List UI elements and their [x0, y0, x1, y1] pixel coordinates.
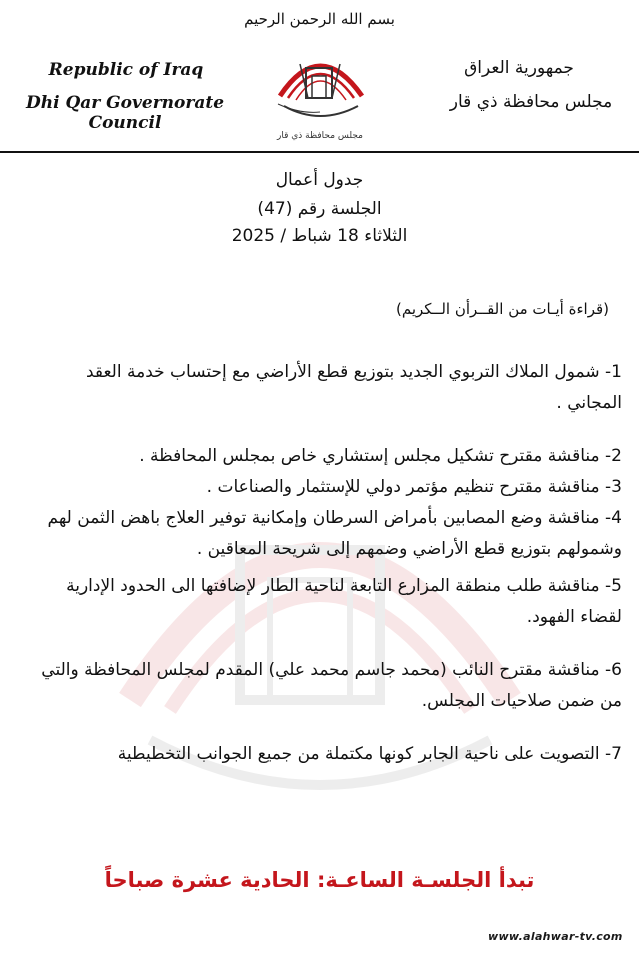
agenda-item: 7- التصويت على ناحية الجابر كونها مكتملة من جميع الجوانب التخطيطية: [117, 744, 622, 764]
ar-council-title: مجلس محافظة ذي قار: [449, 92, 613, 112]
logo-caption: مجلس محافظة ذي قار: [277, 131, 363, 141]
basmala: بسم الله الرحمن الرحيم: [244, 10, 395, 28]
session-start-time: تبدأ الجلسـة الساعـة: الحادية عشرة صباحاً: [104, 868, 535, 892]
agenda-item: 4- مناقشة وضع المصابين بأمراض السرطان وإمكانية توفير العلاج باهض الثمن لهم وشمولهم بتوزيع قطع الأراضي وضمهم إلى شريحة المعاقين .: [47, 508, 622, 559]
agenda-item: 2- مناقشة مقترح تشكيل مجلس إستشاري خاص بمجلس المحافظة .: [139, 446, 622, 466]
session-date: الثلاثاء 18 شباط / 2025: [231, 226, 408, 246]
ar-country-title: جمهورية العراق: [464, 58, 574, 78]
agenda-item: 1- شمول الملاك التربوي الجديد بتوزيع قطع الأراضي مع إحتساب خدمة العقد المجاني .: [85, 362, 622, 413]
en-country-title: Republic of Iraq: [48, 60, 204, 80]
agenda-item: 3- مناقشة مقترح تنظيم مؤتمر دولي للإستثمار والصناعات .: [206, 477, 622, 497]
council-logo-icon: [270, 34, 370, 144]
agenda-item: 6- مناقشة مقترح النائب (محمد جاسم محمد علي) المقدم لمجلس المحافظة والتي من ضمن صلاحيات المجلس.: [41, 660, 622, 711]
quran-reading: (قراءة أيـات من القــرأن الــكريم): [395, 300, 609, 318]
website-watermark: www.alahwar-tv.com: [488, 930, 623, 943]
header-divider: [0, 151, 639, 153]
session-number: الجلسة رقم (47): [257, 199, 382, 219]
agenda-title: جدول أعمال: [275, 170, 364, 190]
en-council-title: Dhi Qar Governorate Council: [25, 93, 225, 133]
agenda-item: 5- مناقشة طلب منطقة المزارع التابعة لناحية الطار لإضافتها الى الحدود الإدارية لقضاء الفهود.: [66, 576, 622, 627]
agenda-items: [26, 357, 622, 770]
